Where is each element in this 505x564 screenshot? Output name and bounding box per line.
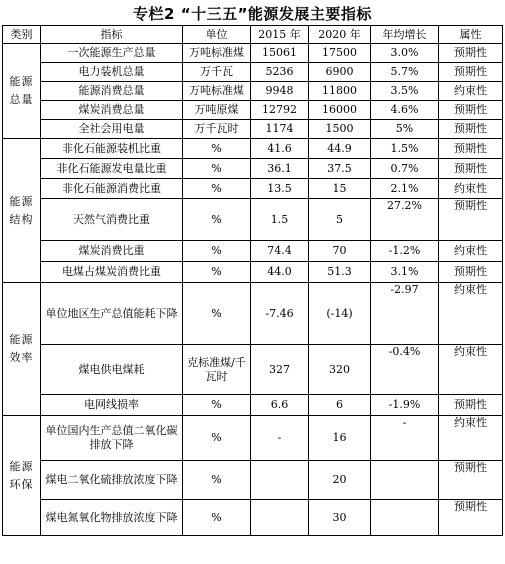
table-row [3, 283, 503, 345]
table-row [3, 500, 503, 536]
attribute-cell: 预期性 [439, 120, 503, 139]
attribute-cell: 预期性 [439, 139, 503, 159]
growth-cell: -1.2% [371, 241, 439, 262]
indicator-cell: 单位国内生产总值二氧化碳排放下降 [41, 416, 183, 461]
indicator-cell: 单位地区生产总值能耗下降 [41, 283, 183, 345]
value-2015 [251, 500, 309, 536]
table-row [3, 120, 503, 139]
growth-cell: 1.5% [371, 139, 439, 159]
attribute-cell: 预期性 [439, 461, 503, 500]
growth-cell: -0.4% [371, 345, 439, 395]
value-2015: 6.6 [251, 395, 309, 416]
value-2020: 15 [309, 179, 371, 199]
value-2015: 15061 [251, 44, 309, 63]
attribute-cell: 预期性 [439, 395, 503, 416]
indicator-cell: 煤炭消费总量 [41, 101, 183, 120]
indicator-cell: 电力装机总量 [41, 63, 183, 82]
value-2020: 17500 [309, 44, 371, 63]
indicator-cell: 天然气消费比重 [41, 199, 183, 241]
unit-cell: 万千瓦 [183, 63, 251, 82]
table-row [3, 262, 503, 283]
unit-cell: % [183, 139, 251, 159]
value-2020: 5 [309, 199, 371, 241]
table-row [3, 395, 503, 416]
indicator-cell: 非化石能源发电量比重 [41, 159, 183, 179]
growth-cell: 4.6% [371, 101, 439, 120]
value-2015: 1174 [251, 120, 309, 139]
value-2020: 1500 [309, 120, 371, 139]
value-2020: 51.3 [309, 262, 371, 283]
value-2020: 16000 [309, 101, 371, 120]
value-2015: 44.0 [251, 262, 309, 283]
unit-cell: % [183, 241, 251, 262]
unit-cell: % [183, 500, 251, 536]
table-row [3, 44, 503, 63]
table-row [3, 241, 503, 262]
indicator-cell: 电煤占煤炭消费比重 [41, 262, 183, 283]
attribute-cell: 预期性 [439, 44, 503, 63]
value-2015: 13.5 [251, 179, 309, 199]
unit-cell: 克标准煤/千瓦时 [183, 345, 251, 395]
header-row [3, 26, 503, 44]
unit-cell: 万千瓦时 [183, 120, 251, 139]
unit-cell: % [183, 395, 251, 416]
indicator-cell: 煤电氮氧化物排放浓度下降 [41, 500, 183, 536]
header-indicator: 指标 [41, 26, 183, 44]
table-row [3, 461, 503, 500]
value-2015: 12792 [251, 101, 309, 120]
value-2020: 16 [309, 416, 371, 461]
attribute-cell: 约束性 [439, 416, 503, 461]
value-2015: 1.5 [251, 199, 309, 241]
value-2015: 74.4 [251, 241, 309, 262]
growth-cell: 0.7% [371, 159, 439, 179]
indicator-cell: 非化石能源消费比重 [41, 179, 183, 199]
table-row [3, 416, 503, 461]
table-title: 专栏2 “十三五”能源发展主要指标 [133, 5, 372, 23]
table-row [3, 139, 503, 159]
table-row [3, 159, 503, 179]
unit-cell: 万吨原煤 [183, 101, 251, 120]
value-2020: 6900 [309, 63, 371, 82]
value-2020: 37.5 [309, 159, 371, 179]
unit-cell: % [183, 461, 251, 500]
attribute-cell: 约束性 [439, 179, 503, 199]
indicator-cell: 煤电二氧化硫排放浓度下降 [41, 461, 183, 500]
growth-cell [371, 461, 439, 500]
growth-cell: - [371, 416, 439, 461]
header-attribute: 属性 [439, 26, 503, 44]
value-2015: 9948 [251, 82, 309, 101]
attribute-cell: 预期性 [439, 199, 503, 241]
value-2020: 20 [309, 461, 371, 500]
header-2015: 2015 年 [251, 26, 309, 44]
attribute-cell: 约束性 [439, 241, 503, 262]
attribute-cell: 约束性 [439, 345, 503, 395]
indicator-cell: 全社会用电量 [41, 120, 183, 139]
indicator-cell: 煤炭消费比重 [41, 241, 183, 262]
growth-cell [371, 500, 439, 536]
value-2015: 327 [251, 345, 309, 395]
table-row [3, 101, 503, 120]
category-total: 能源总量 [3, 44, 41, 139]
growth-cell: -2.97 [371, 283, 439, 345]
unit-cell: % [183, 159, 251, 179]
unit-cell: % [183, 199, 251, 241]
value-2015: -7.46 [251, 283, 309, 345]
table-row [3, 63, 503, 82]
attribute-cell: 预期性 [439, 101, 503, 120]
attribute-cell: 预期性 [439, 500, 503, 536]
value-2015: 5236 [251, 63, 309, 82]
growth-cell: 27.2% [371, 199, 439, 241]
table-row [3, 199, 503, 241]
unit-cell: 万吨标准煤 [183, 82, 251, 101]
value-2020: 44.9 [309, 139, 371, 159]
value-2015: - [251, 416, 309, 461]
growth-cell: -1.9% [371, 395, 439, 416]
growth-cell: 5% [371, 120, 439, 139]
growth-cell: 5.7% [371, 63, 439, 82]
value-2020: 11800 [309, 82, 371, 101]
value-2020: 6 [309, 395, 371, 416]
header-2020: 2020 年 [309, 26, 371, 44]
table-row [3, 82, 503, 101]
attribute-cell: 约束性 [439, 283, 503, 345]
value-2015: 36.1 [251, 159, 309, 179]
attribute-cell: 预期性 [439, 159, 503, 179]
value-2015: 41.6 [251, 139, 309, 159]
indicators-table [2, 25, 503, 536]
growth-cell: 2.1% [371, 179, 439, 199]
header-unit: 单位 [183, 26, 251, 44]
table-row [3, 179, 503, 199]
unit-cell: % [183, 416, 251, 461]
value-2020: 70 [309, 241, 371, 262]
indicator-cell: 非化石能源装机比重 [41, 139, 183, 159]
unit-cell: % [183, 179, 251, 199]
growth-cell: 3.5% [371, 82, 439, 101]
indicator-cell: 煤电供电煤耗 [41, 345, 183, 395]
attribute-cell: 约束性 [439, 82, 503, 101]
value-2020: 30 [309, 500, 371, 536]
unit-cell: 万吨标准煤 [183, 44, 251, 63]
table-row [3, 345, 503, 395]
growth-cell: 3.0% [371, 44, 439, 63]
category-efficiency: 能源效率 [3, 283, 41, 416]
header-category: 类别 [3, 26, 41, 44]
value-2020: (-14) [309, 283, 371, 345]
attribute-cell: 预期性 [439, 262, 503, 283]
category-environment: 能源环保 [3, 416, 41, 536]
unit-cell: % [183, 283, 251, 345]
value-2015 [251, 461, 309, 500]
value-2020: 320 [309, 345, 371, 395]
indicator-cell: 电网线损率 [41, 395, 183, 416]
unit-cell: % [183, 262, 251, 283]
header-growth: 年均增长 [371, 26, 439, 44]
indicator-cell: 一次能源生产总量 [41, 44, 183, 63]
attribute-cell: 预期性 [439, 63, 503, 82]
category-structure: 能源结构 [3, 139, 41, 283]
indicator-cell: 能源消费总量 [41, 82, 183, 101]
growth-cell: 3.1% [371, 262, 439, 283]
